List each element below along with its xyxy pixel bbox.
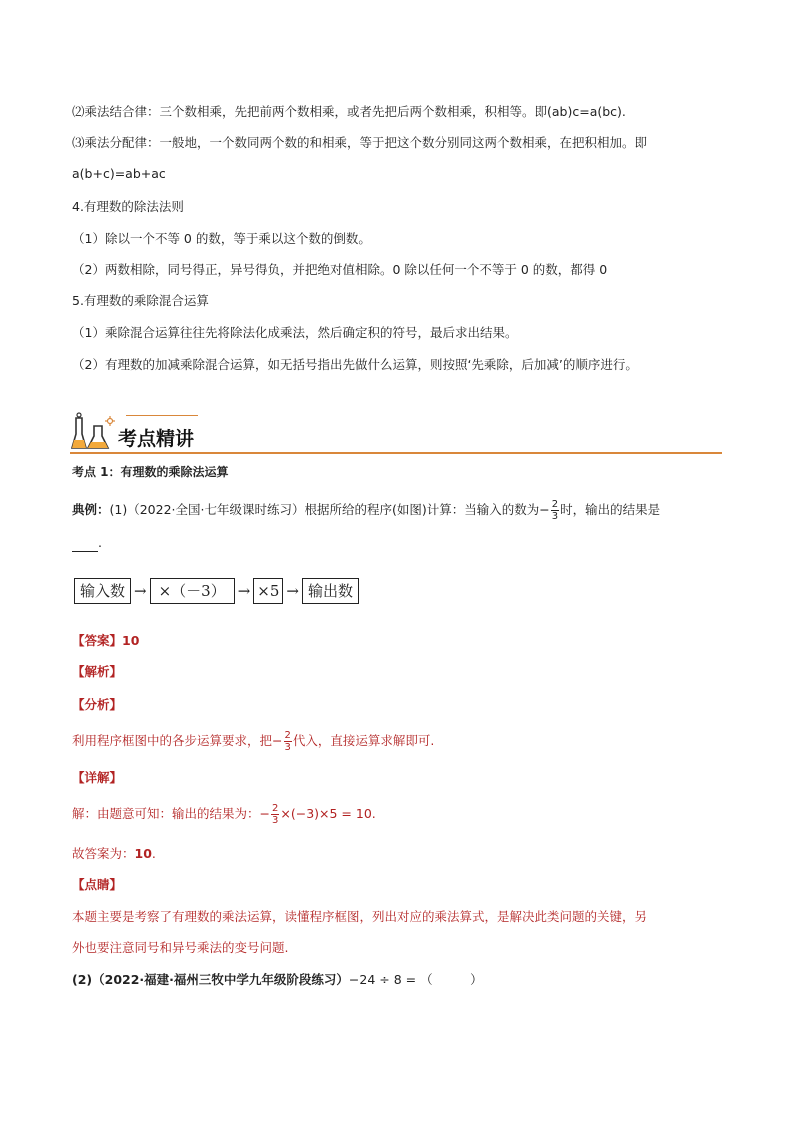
comment-line-2: 外也要注意同号和异号乘法的变号问题. (72, 940, 289, 955)
section-header (70, 410, 722, 455)
flow-arrow-icon: → (237, 582, 251, 600)
heading-division-rule: 4.有理数的除法法则 (72, 199, 184, 214)
example-question (72, 497, 660, 523)
blank-period: . (98, 535, 102, 550)
mixed-rule-1: （1）乘除混合运算往往先将除法化成乘法，然后确定积的符号，最后求出结果。 (72, 325, 518, 340)
rule-associative: ⑵乘法结合律：三个数相乘，先把前两个数相乘，或者先把后两个数相乘，积相等。即(ab)c=a(bc). (72, 104, 626, 119)
example-prefix: (1)（2022·全国·七年级课时练习）根据所给的程序(如图)计算：当输入的数为 (109, 502, 540, 517)
answer-blank-line (72, 534, 102, 552)
fraction-numerator: 2 (284, 730, 291, 741)
detail-prefix: 解：由题意可知：输出的结果为： (72, 806, 260, 821)
division-rule-2: （2）两数相除，同号得正，异号得负，并把绝对值相除。0 除以任何一个不等于 0 的数，都得 0 (72, 262, 608, 277)
example-minus: − (539, 502, 550, 517)
flow-step-multiply-neg3: ×（－3） (150, 578, 235, 604)
fenxi-text (72, 728, 434, 754)
detail-label: 【详解】 (72, 770, 123, 785)
answer-label: 【答案】 (72, 633, 123, 648)
detail-period: . (371, 806, 376, 821)
question-2-expression: −24 ÷ 8 = （ ） (348, 972, 483, 987)
answer-value: 10 (122, 633, 140, 648)
section-title: 考点精讲 (118, 428, 195, 450)
fraction-denominator: 3 (551, 511, 559, 522)
conclusion-suffix: . (151, 846, 156, 861)
header-top-line (126, 415, 198, 416)
division-rule-1: （1）除以一个不等 0 的数，等于乘以这个数的倒数。 (72, 231, 371, 246)
fraction-denominator: 3 (272, 815, 279, 826)
fenxi-suffix: 代入，直接运算求解即可. (292, 733, 435, 748)
lab-flask-icon (70, 412, 116, 452)
header-underline (70, 452, 722, 454)
rule-distributive: ⑶乘法分配律：一般地，一个数同两个数的和相乘，等于把这个数分别同这两个数相乘，在把积相加。即 (72, 135, 648, 150)
fraction-denominator: 3 (284, 742, 291, 753)
question-2-label: (2)（2022·福建·福州三牧中学九年级阶段练习） (72, 972, 349, 987)
flow-step-multiply-5: ×5 (253, 578, 283, 604)
conclusion-prefix: 故答案为： (72, 846, 135, 861)
fenxi-label: 【分析】 (72, 697, 123, 712)
answer-line (72, 632, 139, 650)
rule-distributive-formula: a(b+c)=ab+ac (72, 166, 166, 181)
fenxi-minus: − (272, 733, 283, 748)
fenxi-prefix: 利用程序框图中的各步运算要求，把 (72, 733, 273, 748)
comment-line-1: 本题主要是考察了有理数的乘法运算，读懂程序框图，列出对应的乘法算式，是解决此类问题的关键，另 (72, 909, 648, 924)
flow-arrow-icon: → (286, 582, 299, 600)
mixed-rule-2: （2）有理数的加减乘除混合运算，如无括号指出先做什么运算，则按照‘先乘除，后加减’的顺序进行。 (72, 357, 638, 372)
fraction-numerator: 2 (272, 803, 279, 814)
example-suffix: 时，输出的结果是 (560, 502, 661, 517)
flow-output-box: 输出数 (302, 578, 359, 604)
answer-blank (72, 539, 98, 552)
analysis-label: 【解析】 (72, 664, 123, 679)
example-fraction (551, 499, 559, 522)
example-label: 典例： (72, 502, 110, 517)
detail-minus: − (259, 806, 270, 821)
fraction-numerator: 2 (551, 499, 559, 510)
detail-fraction (271, 803, 279, 826)
conclusion-value: 10 (134, 846, 152, 861)
question-2 (72, 971, 483, 989)
flow-arrow-icon: → (134, 582, 147, 600)
detail-expression: ×(−3)×5 = 10 (280, 806, 372, 821)
flow-input-box: 输入数 (74, 578, 131, 604)
detail-text (72, 801, 376, 827)
conclusion-line (72, 845, 156, 863)
program-flowchart (74, 578, 359, 604)
fenxi-fraction (284, 730, 292, 753)
comment-label: 【点睛】 (72, 877, 123, 892)
topic-heading: 考点 1：有理数的乘除法运算 (72, 465, 229, 479)
heading-mixed-operations: 5.有理数的乘除混合运算 (72, 293, 209, 308)
